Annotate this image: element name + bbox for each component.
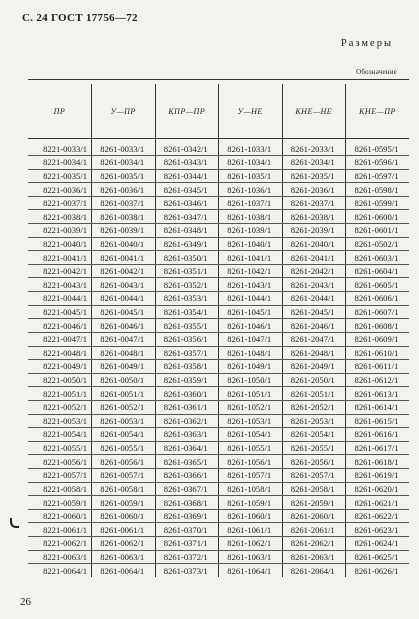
table-cell: 8261-0615/1 xyxy=(346,414,410,428)
table-cell: 8261-0608/1 xyxy=(346,319,410,333)
table-cell: 8221-0034/1 xyxy=(28,156,92,170)
table-cell: 8261-0051/1 xyxy=(92,387,156,401)
table-cell: 8261-0607/1 xyxy=(346,305,410,319)
table-cell: 8261-0343/1 xyxy=(155,156,219,170)
table-cell: 8221-0060/1 xyxy=(28,509,92,523)
table-cell: 8221-0037/1 xyxy=(28,196,92,210)
column-header-kpr-pr: КПР—ПР xyxy=(155,84,219,139)
table-row xyxy=(28,278,409,292)
table-row xyxy=(28,537,409,551)
table-cell: 8261-0353/1 xyxy=(155,292,219,306)
table-row xyxy=(28,373,409,387)
table-cell: 8261-0054/1 xyxy=(92,428,156,442)
table-row xyxy=(28,482,409,496)
table-cell: 8261-0346/1 xyxy=(155,196,219,210)
table-cell: 8261-0366/1 xyxy=(155,469,219,483)
table-header xyxy=(28,84,409,139)
table-cell: 8261-1061/1 xyxy=(219,523,283,537)
table-cell: 8261-0606/1 xyxy=(346,292,410,306)
table-cell: 8261-0350/1 xyxy=(155,251,219,265)
table-cell: 8261-0033/1 xyxy=(92,139,156,156)
table-cell: 8261-0348/1 xyxy=(155,224,219,238)
table-cell: 8261-0368/1 xyxy=(155,496,219,510)
table-cell: 8261-0347/1 xyxy=(155,210,219,224)
table-cell: 8261-0363/1 xyxy=(155,428,219,442)
table-cell: 8261-0064/1 xyxy=(92,564,156,577)
table-cell: 8221-0046/1 xyxy=(28,319,92,333)
table-cell: 8261-0600/1 xyxy=(346,210,410,224)
table-cell: 8261-0613/1 xyxy=(346,387,410,401)
table-row xyxy=(28,414,409,428)
table-cell: 8261-2047/1 xyxy=(282,332,346,346)
table-cell: 8261-0342/1 xyxy=(155,139,219,156)
table-row xyxy=(28,523,409,537)
table-cell: 8261-0365/1 xyxy=(155,455,219,469)
table-cell: 8261-0345/1 xyxy=(155,183,219,197)
table-cell: 8221-0036/1 xyxy=(28,183,92,197)
table-cell: 8261-0055/1 xyxy=(92,441,156,455)
table-cell: 8261-1063/1 xyxy=(219,550,283,564)
margin-mark xyxy=(10,518,19,528)
table-cell: 8261-1055/1 xyxy=(219,441,283,455)
table-cell: 8261-2046/1 xyxy=(282,319,346,333)
table-cell: 8261-0063/1 xyxy=(92,550,156,564)
table-cell: 8261-0062/1 xyxy=(92,537,156,551)
table-cell: 8261-0595/1 xyxy=(346,139,410,156)
table-cell: 8261-1036/1 xyxy=(219,183,283,197)
table-cell: 8261-0609/1 xyxy=(346,332,410,346)
table-cell: 8261-0364/1 xyxy=(155,441,219,455)
column-header-u-ne: У—НЕ xyxy=(219,84,283,139)
table-cell: 8221-0061/1 xyxy=(28,523,92,537)
table-cell: 8261-2051/1 xyxy=(282,387,346,401)
table-cell: 8261-0355/1 xyxy=(155,319,219,333)
table-cell: 8261-1042/1 xyxy=(219,264,283,278)
table-cell: 8221-0063/1 xyxy=(28,550,92,564)
table-row xyxy=(28,196,409,210)
table-row xyxy=(28,183,409,197)
table-cell: 8261-0352/1 xyxy=(155,278,219,292)
table-cell: 8261-0601/1 xyxy=(346,224,410,238)
column-header-pr: ПР xyxy=(28,84,92,139)
table-cell: 8261-0618/1 xyxy=(346,455,410,469)
table-row xyxy=(28,400,409,414)
table-cell: 8261-0061/1 xyxy=(92,523,156,537)
table-cell: 8261-0622/1 xyxy=(346,509,410,523)
table-cell: 8261-1053/1 xyxy=(219,414,283,428)
table-cell: 8261-0344/1 xyxy=(155,169,219,183)
table-cell: 8261-2038/1 xyxy=(282,210,346,224)
table-cell: 8261-2062/1 xyxy=(282,537,346,551)
table-cell: 8261-2059/1 xyxy=(282,496,346,510)
table-cell: 8261-0603/1 xyxy=(346,251,410,265)
table-cell: 8261-0354/1 xyxy=(155,305,219,319)
table-cell: 8221-0049/1 xyxy=(28,360,92,374)
table-cell: 8261-0614/1 xyxy=(346,400,410,414)
table-cell: 8261-6349/1 xyxy=(155,237,219,251)
table-cell: 8221-0057/1 xyxy=(28,469,92,483)
table-row xyxy=(28,237,409,251)
table-cell: 8261-0362/1 xyxy=(155,414,219,428)
table-cell: 8261-0624/1 xyxy=(346,537,410,551)
page-header-standard: С. 24 ГОСТ 17756—72 xyxy=(22,12,138,24)
table-cell: 8261-2045/1 xyxy=(282,305,346,319)
table-cell: 8261-0621/1 xyxy=(346,496,410,510)
table-cell: 8221-0059/1 xyxy=(28,496,92,510)
table-cell: 8261-0610/1 xyxy=(346,346,410,360)
table-cell: 8261-0039/1 xyxy=(92,224,156,238)
table-row xyxy=(28,264,409,278)
table-header-row xyxy=(28,84,409,139)
table-cell: 8261-1062/1 xyxy=(219,537,283,551)
table-cell: 8261-1052/1 xyxy=(219,400,283,414)
table-cell: 8261-1046/1 xyxy=(219,319,283,333)
table-cell: 8261-2035/1 xyxy=(282,169,346,183)
table-cell: 8261-0611/1 xyxy=(346,360,410,374)
table-cell: 8261-1041/1 xyxy=(219,251,283,265)
table-row xyxy=(28,387,409,401)
table-cell: 8261-2049/1 xyxy=(282,360,346,374)
table-cell: 8261-2037/1 xyxy=(282,196,346,210)
table-cell: 8261-1051/1 xyxy=(219,387,283,401)
table-cell: 8261-0050/1 xyxy=(92,373,156,387)
table-cell: 8261-2048/1 xyxy=(282,346,346,360)
table-cell: 8261-1033/1 xyxy=(219,139,283,156)
table-cell: 8261-1045/1 xyxy=(219,305,283,319)
table-row xyxy=(28,360,409,374)
table-row xyxy=(28,292,409,306)
table-row xyxy=(28,210,409,224)
table-cell: 8221-0047/1 xyxy=(28,332,92,346)
table-cell: 8261-1049/1 xyxy=(219,360,283,374)
header-rule xyxy=(28,79,409,80)
table-cell: 8261-2050/1 xyxy=(282,373,346,387)
table-cell: 8261-0370/1 xyxy=(155,523,219,537)
table-cell: 8221-0042/1 xyxy=(28,264,92,278)
table-cell: 8261-0626/1 xyxy=(346,564,410,577)
table-row xyxy=(28,441,409,455)
table-row xyxy=(28,346,409,360)
table-cell: 8261-1059/1 xyxy=(219,496,283,510)
table-row xyxy=(28,139,409,156)
table-cell: 8221-0038/1 xyxy=(28,210,92,224)
table-cell: 8261-2041/1 xyxy=(282,251,346,265)
table-cell: 8261-1043/1 xyxy=(219,278,283,292)
table-cell: 8261-2036/1 xyxy=(282,183,346,197)
table-cell: 8261-0373/1 xyxy=(155,564,219,577)
table-cell: 8261-0369/1 xyxy=(155,509,219,523)
column-header-kne-ne: КНЕ—НЕ xyxy=(282,84,346,139)
table-cell: 8261-1035/1 xyxy=(219,169,283,183)
table-cell: 8221-0039/1 xyxy=(28,224,92,238)
table-cell: 8221-0043/1 xyxy=(28,278,92,292)
column-group-label: Обозначение xyxy=(356,68,397,76)
table-cell: 8221-0053/1 xyxy=(28,414,92,428)
table-cell: 8261-2054/1 xyxy=(282,428,346,442)
table-cell: 8261-1054/1 xyxy=(219,428,283,442)
table-cell: 8261-2033/1 xyxy=(282,139,346,156)
table-cell: 8261-0598/1 xyxy=(346,183,410,197)
table-cell: 8261-0502/1 xyxy=(346,237,410,251)
table-cell: 8221-0062/1 xyxy=(28,537,92,551)
table-cell: 8261-0059/1 xyxy=(92,496,156,510)
table-cell: 8261-2040/1 xyxy=(282,237,346,251)
table-cell: 8261-0038/1 xyxy=(92,210,156,224)
table-cell: 8261-1044/1 xyxy=(219,292,283,306)
table-cell: 8261-0616/1 xyxy=(346,428,410,442)
table-cell: 8261-1050/1 xyxy=(219,373,283,387)
table-cell: 8261-0619/1 xyxy=(346,469,410,483)
table-cell: 8261-2034/1 xyxy=(282,156,346,170)
table-cell: 8261-0042/1 xyxy=(92,264,156,278)
table-cell: 8261-2043/1 xyxy=(282,278,346,292)
table-cell: 8221-0052/1 xyxy=(28,400,92,414)
table-cell: 8261-0620/1 xyxy=(346,482,410,496)
table-cell: 8221-0045/1 xyxy=(28,305,92,319)
table-cell: 8261-0605/1 xyxy=(346,278,410,292)
table-cell: 8261-1058/1 xyxy=(219,482,283,496)
table-cell: 8221-0055/1 xyxy=(28,441,92,455)
table-cell: 8221-0048/1 xyxy=(28,346,92,360)
table-row xyxy=(28,224,409,238)
table-cell: 8261-0035/1 xyxy=(92,169,156,183)
table-cell: 8261-0060/1 xyxy=(92,509,156,523)
table-cell: 8221-0033/1 xyxy=(28,139,92,156)
table-cell: 8261-2044/1 xyxy=(282,292,346,306)
table-cell: 8261-0043/1 xyxy=(92,278,156,292)
table-cell: 8261-1048/1 xyxy=(219,346,283,360)
table-cell: 8261-2053/1 xyxy=(282,414,346,428)
table-cell: 8261-1039/1 xyxy=(219,224,283,238)
table-cell: 8261-0359/1 xyxy=(155,373,219,387)
table-cell: 8261-2039/1 xyxy=(282,224,346,238)
table-cell: 8261-1060/1 xyxy=(219,509,283,523)
table-cell: 8261-2064/1 xyxy=(282,564,346,577)
table-row xyxy=(28,251,409,265)
table-cell: 8261-2058/1 xyxy=(282,482,346,496)
table-row xyxy=(28,509,409,523)
table-cell: 8261-0371/1 xyxy=(155,537,219,551)
table-cell: 8261-1037/1 xyxy=(219,196,283,210)
table-row xyxy=(28,469,409,483)
table-cell: 8261-0053/1 xyxy=(92,414,156,428)
table-cell: 8261-2055/1 xyxy=(282,441,346,455)
table-row xyxy=(28,496,409,510)
table-cell: 8261-0623/1 xyxy=(346,523,410,537)
table-cell: 8261-0052/1 xyxy=(92,400,156,414)
table-cell: 8261-2060/1 xyxy=(282,509,346,523)
table-row xyxy=(28,332,409,346)
table-cell: 8261-0357/1 xyxy=(155,346,219,360)
table-cell: 8261-0372/1 xyxy=(155,550,219,564)
table-row xyxy=(28,550,409,564)
table-cell: 8261-2042/1 xyxy=(282,264,346,278)
table-cell: 8261-0351/1 xyxy=(155,264,219,278)
table-cell: 8221-0058/1 xyxy=(28,482,92,496)
table-cell: 8261-1034/1 xyxy=(219,156,283,170)
table-row xyxy=(28,156,409,170)
table-cell: 8261-0036/1 xyxy=(92,183,156,197)
table-cell: 8261-0046/1 xyxy=(92,319,156,333)
table-cell: 8261-0047/1 xyxy=(92,332,156,346)
table-cell: 8261-0597/1 xyxy=(346,169,410,183)
designation-table xyxy=(28,84,409,577)
table-body xyxy=(28,139,409,577)
table-cell: 8261-0037/1 xyxy=(92,196,156,210)
table-row xyxy=(28,428,409,442)
table-cell: 8221-0035/1 xyxy=(28,169,92,183)
table-cell: 8261-0596/1 xyxy=(346,156,410,170)
table-row xyxy=(28,319,409,333)
table-cell: 8221-0040/1 xyxy=(28,237,92,251)
table-cell: 8261-1057/1 xyxy=(219,469,283,483)
table-cell: 8261-2061/1 xyxy=(282,523,346,537)
table-cell: 8221-0050/1 xyxy=(28,373,92,387)
table-cell: 8261-1047/1 xyxy=(219,332,283,346)
table-cell: 8261-0612/1 xyxy=(346,373,410,387)
table-cell: 8261-0040/1 xyxy=(92,237,156,251)
table-row xyxy=(28,455,409,469)
page-number: 26 xyxy=(20,596,31,608)
table-cell: 8261-0617/1 xyxy=(346,441,410,455)
table-cell: 8261-2063/1 xyxy=(282,550,346,564)
table-cell: 8261-0057/1 xyxy=(92,469,156,483)
table-cell: 8261-1056/1 xyxy=(219,455,283,469)
table-cell: 8261-0044/1 xyxy=(92,292,156,306)
page-header-section: Размеры xyxy=(340,38,393,49)
table-cell: 8261-0048/1 xyxy=(92,346,156,360)
table-cell: 8261-0360/1 xyxy=(155,387,219,401)
table-cell: 8261-1064/1 xyxy=(219,564,283,577)
table-cell: 8261-0058/1 xyxy=(92,482,156,496)
table-cell: 8261-0049/1 xyxy=(92,360,156,374)
table-cell: 8221-0051/1 xyxy=(28,387,92,401)
column-header-kne-pr: КНЕ—ПР xyxy=(346,84,410,139)
table-cell: 8221-0044/1 xyxy=(28,292,92,306)
table-cell: 8261-0356/1 xyxy=(155,332,219,346)
table-cell: 8221-0064/1 xyxy=(28,564,92,577)
table-cell: 8261-0358/1 xyxy=(155,360,219,374)
table-cell: 8261-0041/1 xyxy=(92,251,156,265)
table-cell: 8261-0604/1 xyxy=(346,264,410,278)
table-cell: 8261-1040/1 xyxy=(219,237,283,251)
table-cell: 8261-0599/1 xyxy=(346,196,410,210)
table-cell: 8261-0367/1 xyxy=(155,482,219,496)
table-cell: 8261-0056/1 xyxy=(92,455,156,469)
table-row xyxy=(28,305,409,319)
table-row xyxy=(28,564,409,577)
table-cell: 8261-2052/1 xyxy=(282,400,346,414)
column-header-u-pr: У—ПР xyxy=(92,84,156,139)
table-cell: 8261-2057/1 xyxy=(282,469,346,483)
table-cell: 8261-1038/1 xyxy=(219,210,283,224)
table-cell: 8261-2056/1 xyxy=(282,455,346,469)
table-cell: 8221-0056/1 xyxy=(28,455,92,469)
table-cell: 8261-0625/1 xyxy=(346,550,410,564)
table-cell: 8261-0034/1 xyxy=(92,156,156,170)
table-cell: 8261-0361/1 xyxy=(155,400,219,414)
table-cell: 8261-0045/1 xyxy=(92,305,156,319)
table-row xyxy=(28,169,409,183)
table-cell: 8221-0054/1 xyxy=(28,428,92,442)
table-cell: 8221-0041/1 xyxy=(28,251,92,265)
